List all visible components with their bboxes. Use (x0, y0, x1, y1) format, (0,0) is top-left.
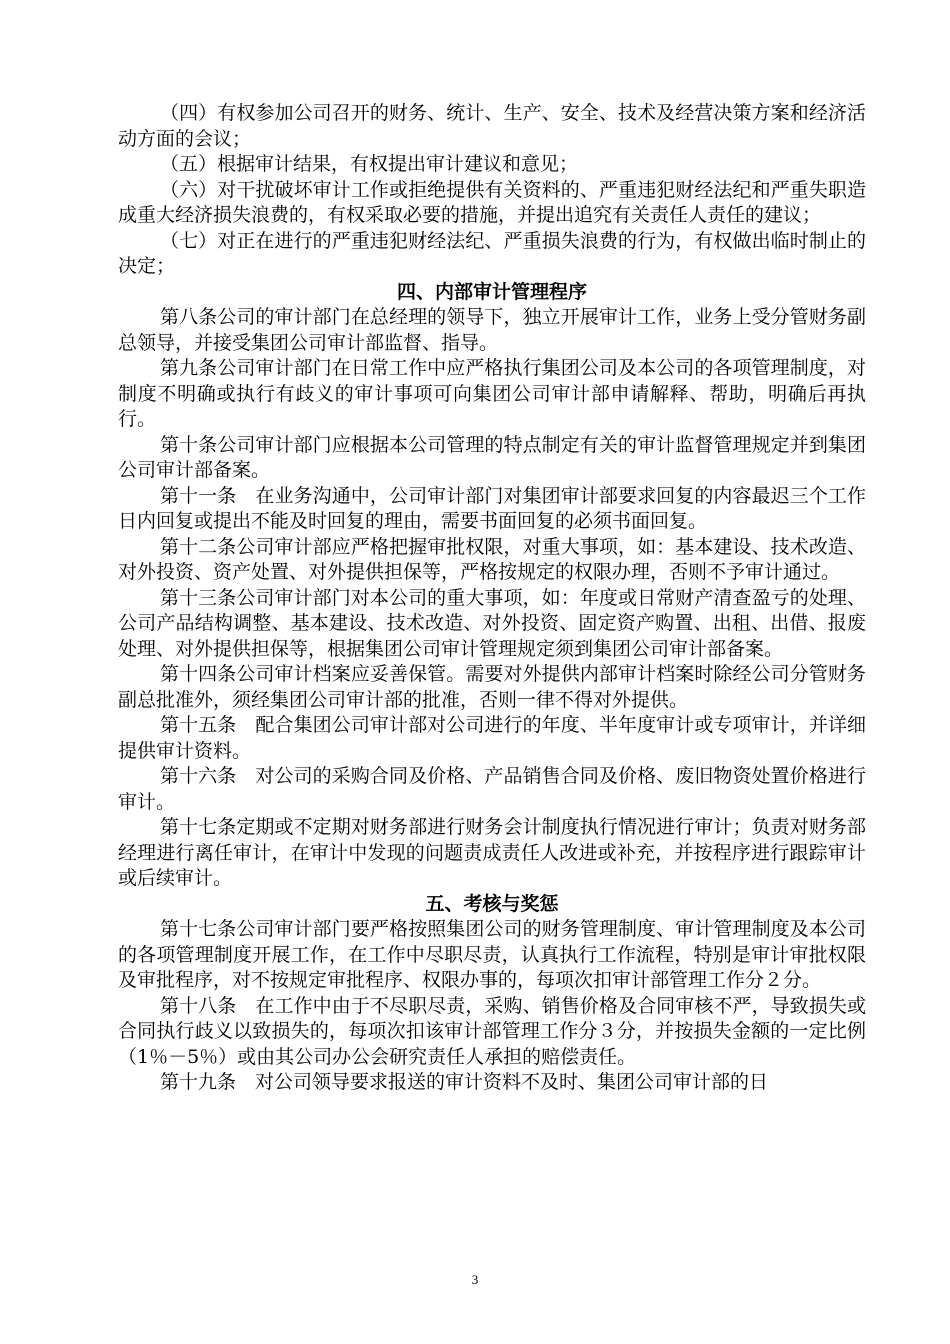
article-8-paragraph: 第八条公司的审计部门在总经理的领导下，独立开展审计工作，业务上受分管财务副总领导，并接受集团公司审计部监督、指导。 (118, 306, 866, 354)
section-4-heading: 四、内部审计管理程序 (396, 280, 587, 303)
article-11-paragraph: 第十一条 在业务沟通中，公司审计部门对集团审计部要求回复的内容最迟三个工作日内回复或提出不能及时回复的理由，需要书面回复的必须书面回复。 (118, 484, 866, 532)
article-12-paragraph: 第十二条公司审计部应严格把握审批权限，对重大事项，如：基本建设、技术改造、对外投资、资产处置、对外提供担保等，严格按规定的权限办理，否则不予审计通过。 (118, 535, 866, 583)
article-14-paragraph: 第十四条公司审计档案应妥善保管。需要对外提供内部审计档案时除经公司分管财务副总批准外，须经集团公司审计部的批准，否则一律不得对外提供。 (118, 663, 866, 711)
section-5-heading: 五、考核与奖惩 (425, 892, 559, 915)
article-17-paragraph: 第十七条定期或不定期对财务部进行财务会计制度执行情况进行审计；负责对财务部经理进行离任审计，在审计中发现的问题责成责任人改进或补充，并按程序进行跟踪审计或后续审计。 (118, 816, 866, 889)
article-9-paragraph: 第九条公司审计部门在日常工作中应严格执行集团公司及本公司的各项管理制度，对制度不明确或执行有歧义的审计事项可向集团公司审计部申请解释、帮助，明确后再执行。 (118, 357, 866, 430)
clause-4-paragraph: （四）有权参加公司召开的财务、统计、生产、安全、技术及经营决策方案和经济活动方面的会议； (118, 102, 866, 150)
article-10-paragraph: 第十条公司审计部门应根据本公司管理的特点制定有关的审计监督管理规定并到集团公司审计部备案。 (118, 433, 866, 481)
clause-5-paragraph: （五）根据审计结果，有权提出审计建议和意见； (160, 153, 579, 175)
clause-6-paragraph: （六）对干扰破坏审计工作或拒绝提供有关资料的、严重违犯财经法纪和严重失职造成重大经济损失浪费的，有权采取必要的措施，并提出追究有关责任人责任的建议； (118, 178, 866, 226)
clause-7-paragraph: （七）对正在进行的严重违犯财经法纪、严重损失浪费的行为，有权做出临时制止的决定； (118, 229, 866, 277)
article-16-paragraph: 第十六条 对公司的采购合同及价格、产品销售合同及价格、废旧物资处置价格进行审计。 (118, 765, 866, 813)
article-19-paragraph: 第十九条 对公司领导要求报送的审计资料不及时、集团公司审计部的日 (160, 1071, 769, 1093)
page-number: 3 (471, 1272, 479, 1287)
document-body (118, 101, 866, 1096)
article-18-paragraph: 第十八条 在工作中由于不尽职尽责，采购、销售价格及合同审核不严，导致损失或合同执行歧义以致损失的，每项次扣该审计部管理工作分３分，并按损失金额的一定比例（1％－5％）或由其公司办公会研究责任人承担的赔偿责任。 (118, 994, 866, 1068)
article-15-paragraph: 第十五条 配合集团公司审计部对公司进行的年度、半年度审计或专项审计，并详细提供审计资料。 (118, 714, 866, 762)
article-17b-paragraph: 第十七条公司审计部门要严格按照集团公司的财务管理制度、审计管理制度及本公司的各项管理制度开展工作，在工作中尽职尽责，认真执行工作流程，特别是审计审批权限及审批程序，对不按规定审批程序、权限办事的，每项次扣审计部管理工作分２分。 (118, 918, 866, 991)
article-13-paragraph: 第十三条公司审计部门对本公司的重大事项，如：年度或日常财产清查盈亏的处理、公司产品结构调整、基本建设、技术改造、对外投资、固定资产购置、出租、出借、报废处理、对外提供担保等，根据集团公司审计管理规定须到集团公司审计部备案。 (118, 586, 866, 660)
